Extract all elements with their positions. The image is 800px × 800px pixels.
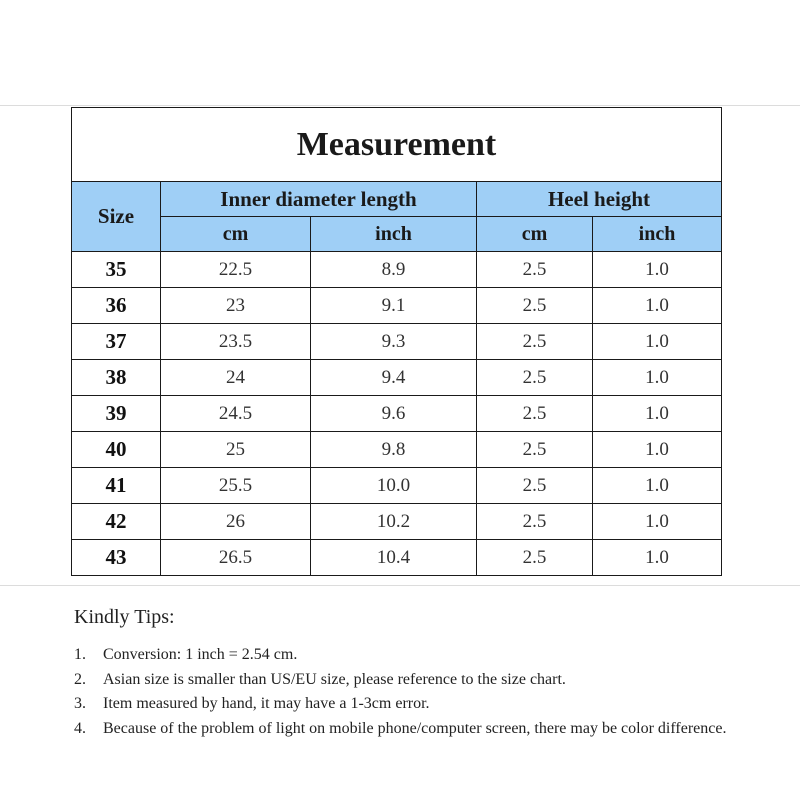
size-cell: 37: [72, 324, 161, 360]
table-row: [72, 288, 722, 324]
table-row: [72, 360, 722, 396]
heel-inch-header: inch: [593, 217, 722, 252]
table-row: [72, 396, 722, 432]
heel-inch-cell: 1.0: [593, 288, 722, 324]
tip-text: Item measured by hand, it may have a 1-3cm error.: [103, 695, 430, 712]
inner-inch-cell: 10.0: [311, 468, 477, 504]
table-row: [72, 324, 722, 360]
tip-item: [74, 643, 734, 668]
tip-item: [74, 717, 734, 742]
heel-inch-cell: 1.0: [593, 396, 722, 432]
inner-cm-cell: 24: [161, 360, 311, 396]
inner-inch-cell: 9.8: [311, 432, 477, 468]
table-row: [72, 540, 722, 576]
table-row: [72, 432, 722, 468]
heel-cm-cell: 2.5: [477, 396, 593, 432]
table-row: [72, 252, 722, 288]
table-title: Measurement: [72, 108, 722, 182]
tip-item: [74, 668, 734, 693]
tip-text: Because of the problem of light on mobile phone/computer screen, there may be color difference.: [103, 719, 727, 737]
heel-cm-cell: 2.5: [477, 468, 593, 504]
size-cell: 40: [72, 432, 161, 468]
inner-inch-cell: 10.4: [311, 540, 477, 576]
heel-cm-cell: 2.5: [477, 360, 593, 396]
size-cell: 43: [72, 540, 161, 576]
inner-cm-cell: 26.5: [161, 540, 311, 576]
heel-cm-cell: 2.5: [477, 252, 593, 288]
inner-diameter-header: Inner diameter length: [161, 182, 477, 217]
tips-list: [74, 643, 734, 741]
inner-inch-cell: 10.2: [311, 504, 477, 540]
inner-cm-cell: 25: [161, 432, 311, 468]
inner-inch-header: inch: [311, 217, 477, 252]
heel-cm-cell: 2.5: [477, 432, 593, 468]
tip-text: Asian size is smaller than US/EU size, please reference to the size chart.: [103, 670, 566, 688]
measurement-table: [71, 107, 722, 576]
size-cell: 42: [72, 504, 161, 540]
inner-inch-cell: 9.6: [311, 396, 477, 432]
heel-cm-cell: 2.5: [477, 324, 593, 360]
bottom-divider: [0, 585, 800, 586]
heel-inch-cell: 1.0: [593, 360, 722, 396]
heel-inch-cell: 1.0: [593, 432, 722, 468]
kindly-tips: [74, 606, 734, 741]
inner-cm-cell: 22.5: [161, 252, 311, 288]
inner-inch-cell: 9.1: [311, 288, 477, 324]
heel-inch-cell: 1.0: [593, 468, 722, 504]
heel-inch-cell: 1.0: [593, 252, 722, 288]
heel-cm-cell: 2.5: [477, 288, 593, 324]
tip-number: 1.: [74, 646, 86, 663]
size-cell: 39: [72, 396, 161, 432]
tip-item: [74, 692, 734, 717]
heel-inch-cell: 1.0: [593, 504, 722, 540]
inner-cm-cell: 23.5: [161, 324, 311, 360]
tips-title: Kindly Tips:: [74, 606, 175, 628]
table-row: [72, 468, 722, 504]
top-divider: [0, 105, 800, 106]
tip-text: Conversion: 1 inch = 2.54 cm.: [103, 646, 298, 663]
inner-cm-cell: 26: [161, 504, 311, 540]
inner-cm-cell: 24.5: [161, 396, 311, 432]
tip-number: 4.: [74, 719, 86, 737]
table-row: [72, 504, 722, 540]
tip-number: 3.: [74, 695, 86, 712]
tip-number: 2.: [74, 670, 86, 688]
heel-inch-cell: 1.0: [593, 324, 722, 360]
size-cell: 38: [72, 360, 161, 396]
heel-cm-cell: 2.5: [477, 504, 593, 540]
size-cell: 36: [72, 288, 161, 324]
inner-cm-cell: 23: [161, 288, 311, 324]
inner-cm-cell: 25.5: [161, 468, 311, 504]
heel-inch-cell: 1.0: [593, 540, 722, 576]
inner-inch-cell: 9.3: [311, 324, 477, 360]
heel-height-header: Heel height: [477, 182, 722, 217]
size-cell: 35: [72, 252, 161, 288]
inner-inch-cell: 8.9: [311, 252, 477, 288]
heel-cm-header: cm: [477, 217, 593, 252]
inner-inch-cell: 9.4: [311, 360, 477, 396]
size-cell: 41: [72, 468, 161, 504]
size-column-header: Size: [72, 182, 161, 252]
inner-cm-header: cm: [161, 217, 311, 252]
heel-cm-cell: 2.5: [477, 540, 593, 576]
